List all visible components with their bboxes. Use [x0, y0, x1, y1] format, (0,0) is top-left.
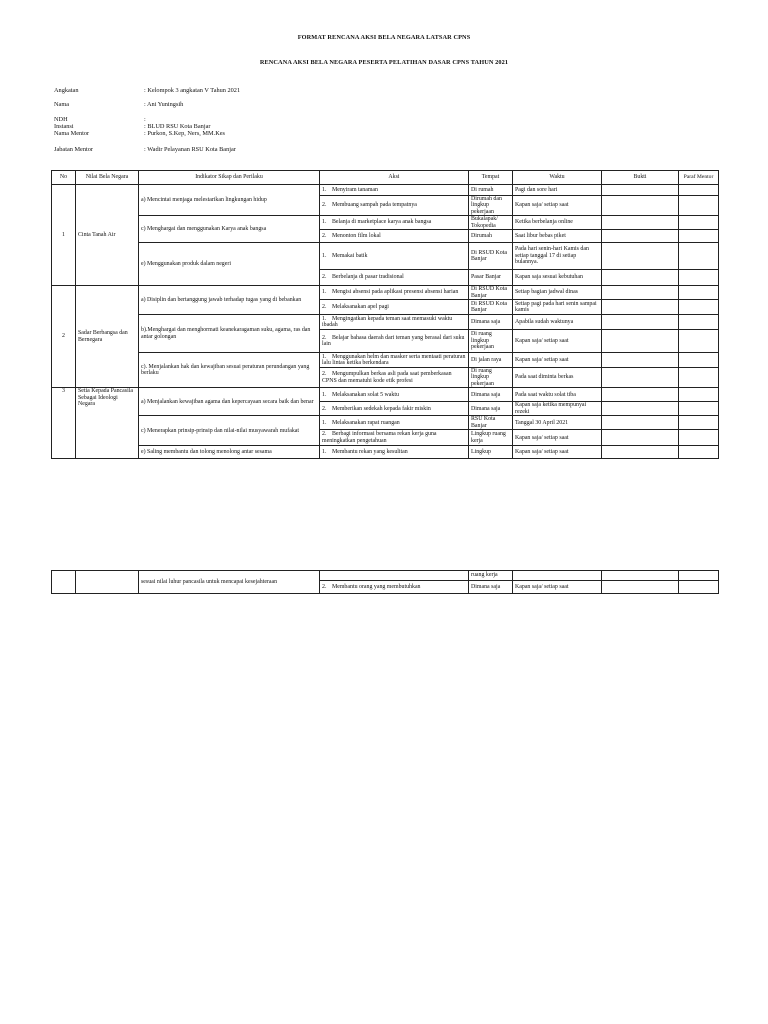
time-cell: Apabila sudah waktunya [513, 315, 602, 330]
section-number: 2 [52, 286, 76, 388]
mentor-sign-cell [679, 446, 719, 459]
indicator-cell: a) Mencintai menjaga melestarikan lingkungan hidup [139, 185, 320, 216]
evidence-cell [602, 185, 679, 196]
action-text: Melaksanakan solat 5 waktu [332, 391, 399, 398]
header-aksi: Aksi [320, 171, 469, 185]
time-cell: Kapan saja/ setiap saat [513, 330, 602, 353]
mentor-label: Nama Mentor [54, 130, 90, 137]
action-text: Mengumpulkan berkas asli pada saat pemberkasan CPNS dan mematuhi kode etik profesi [322, 371, 452, 384]
action-number: 2. [322, 202, 327, 209]
continuation-aksi-2 [320, 581, 469, 594]
time-cell: Pagi dan sore hari [513, 185, 602, 196]
indicator-cell: b).Menghargai dan menghormati keanekaragaman suku, agama, ras dan antar golongan [139, 315, 320, 353]
table-row [52, 416, 719, 430]
instansi-label: Instansi [54, 123, 74, 130]
indicator-cell: a) Menjalankan kewajiban agama dan kepercayaan secara baik dan benar [139, 388, 320, 416]
table-row [52, 216, 719, 230]
action-text: Belanja di marketplace karya anak bangsa [332, 219, 432, 226]
action-cell [320, 446, 469, 459]
action-text: Memakai batik [332, 252, 368, 259]
action-text: Berbelanja di pasar tradisional [332, 274, 404, 281]
mentor-sign-cell [679, 216, 719, 230]
action-number: 2. [322, 405, 327, 412]
section-value-name: Sadar Berbangsa dan Bernegara [76, 286, 139, 388]
action-cell [320, 286, 469, 300]
evidence-cell [602, 446, 679, 459]
header-row [52, 171, 719, 185]
mentor-sign-cell [679, 388, 719, 402]
place-cell: Di RSUD Kota Banjar [469, 243, 513, 270]
continuation-indicator: sesuai nilai luhur pancasila untuk mencapai kesejahteraan [139, 571, 320, 594]
place-cell: Pasar Banjar [469, 270, 513, 286]
action-cell [320, 185, 469, 196]
indicator-cell: a) Disiplin dan bertanggung jawab terhadap tugas yang di bebankan [139, 286, 320, 315]
evidence-cell [602, 402, 679, 416]
mentor-sign-cell [679, 353, 719, 368]
time-cell: Kapan saja/ setiap saat [513, 196, 602, 216]
action-number: 1. [322, 353, 327, 360]
time-cell: Kapan saja/ setiap saat [513, 446, 602, 459]
jabatan-label: Jabatan Mentor [54, 146, 93, 153]
cell-waktu [513, 571, 602, 581]
time-cell: Kapan saja ketika mempunyai rezeki [513, 402, 602, 416]
evidence-cell [602, 270, 679, 286]
place-cell: Dimana saja [469, 388, 513, 402]
action-number: 2. [322, 274, 327, 281]
mentor-sign-cell [679, 430, 719, 446]
section-value-name: Cinta Tanah Air [76, 185, 139, 286]
time-cell: Setiap pagi pada hari senin sampai kamis [513, 300, 602, 315]
mentor-sign-cell [679, 315, 719, 330]
action-text: Memberikan sedekah kepada fakir miskin [332, 405, 431, 412]
place-cell: Di ruang lingkup pekerjaan [469, 330, 513, 353]
indicator-cell: c) Menghargai dan menggunakan Karya anak bangsa [139, 216, 320, 243]
action-text: Menggunakan helm dan masker serta mentaati peraturan lalu lintas ketika berkendara [322, 353, 466, 367]
cell-paraf [679, 571, 719, 581]
time-cell: Setiap bagian jadwal dinas [513, 286, 602, 300]
mentor-sign-cell [679, 243, 719, 270]
mentor-sign-cell [679, 196, 719, 216]
place-cell: Di rumah [469, 185, 513, 196]
action-number: 1. [322, 419, 327, 426]
action-number: 2. [322, 431, 327, 438]
action-text: Membantu rekan yang kesulitan [332, 449, 408, 456]
evidence-cell [602, 388, 679, 402]
action-cell [320, 230, 469, 243]
table-row [52, 353, 719, 368]
place-cell: RSU Kota Banjar [469, 416, 513, 430]
place-cell: Dimana saja [469, 402, 513, 416]
ndh-label: NDH [54, 116, 68, 123]
action-text: Menyiram tanaman [332, 186, 378, 193]
action-number: 1. [322, 252, 327, 259]
evidence-cell [602, 330, 679, 353]
header-bukti: Bukti [602, 171, 679, 185]
mentor-sign-cell [679, 270, 719, 286]
time-cell: Pada saat waktu solat tiba [513, 388, 602, 402]
action-cell [320, 196, 469, 216]
action-plan-table [51, 170, 719, 459]
angkatan-value: : Kelompok 3 angkatan V Tahun 2021 [144, 87, 241, 94]
time-cell: Pada saat diminta berkas [513, 368, 602, 388]
place-cell: Di RSUD Kota Banjar [469, 286, 513, 300]
mentor-sign-cell [679, 402, 719, 416]
evidence-cell [602, 216, 679, 230]
action-number: 2. [322, 583, 327, 590]
header-waktu: Waktu [513, 171, 602, 185]
place-cell: Di RSUD Kota Banjar [469, 300, 513, 315]
mentor-sign-cell [679, 230, 719, 243]
place-cell: Dirumah dan lingkup pekerjaan [469, 196, 513, 216]
place-cell: Dirumah [469, 230, 513, 243]
time-cell: Kapan saja/ setiap saat [513, 353, 602, 368]
action-text: Mengisi absensi pada aplikasi presensi absensi harian [332, 289, 459, 296]
header-paraf: Paraf Mentor [679, 171, 719, 185]
mentor-sign-cell [679, 300, 719, 315]
place-cell: Dimana saja [469, 315, 513, 330]
action-number: 2. [322, 303, 327, 310]
indicator-cell: c). Menjalankan hak dan kewajiban sesuai peraturan perundangan yang berlaku [139, 353, 320, 388]
header-tempat: Tempat [469, 171, 513, 185]
header-no: No [52, 171, 76, 185]
angkatan-label: Angkatan [54, 87, 79, 94]
place-cell: Lingkup [469, 446, 513, 459]
action-cell [320, 243, 469, 270]
instansi-value: : BLUD RSU Kota Banjar [144, 123, 211, 130]
place-cell: Bukalapak/ Tokopedia [469, 216, 513, 230]
jabatan-value: : Wadir Pelayanan RSU Kota Banjar [144, 146, 236, 153]
mentor-sign-cell [679, 286, 719, 300]
header-indikator: Indikator Sikap dan Perilaku [139, 171, 320, 185]
cell-aksi [320, 571, 469, 581]
evidence-cell [602, 230, 679, 243]
action-text: Belajar bahasa daerah dari teman yang berasal dari suku lain [322, 334, 465, 348]
action-cell [320, 388, 469, 402]
mentor-sign-cell [679, 416, 719, 430]
action-number: 1. [322, 391, 327, 398]
evidence-cell [602, 368, 679, 388]
time-cell: Kapan saja sesuai kebutuhan [513, 270, 602, 286]
mentor-sign-cell [679, 185, 719, 196]
cell-paraf [679, 581, 719, 594]
indicator-cell: e) Menggunakan produk dalam negeri [139, 243, 320, 286]
action-number: 2. [322, 334, 327, 341]
action-cell [320, 368, 469, 388]
action-cell [320, 216, 469, 230]
action-cell [320, 402, 469, 416]
table-row [52, 315, 719, 330]
action-text: Berbagi informasi bersama rekan kerja guna meningkatkan pengetahuan [322, 431, 437, 444]
indicator-cell: e) Saling membantu dan tolong menolong antar sesama [139, 446, 320, 459]
action-text: Mengingatkan kepada teman saat memasuki waktu ibadah [322, 315, 453, 329]
continuation-tempat-2: Dimana saja [469, 581, 513, 594]
action-number: 1. [322, 186, 327, 193]
time-cell: Pada hari senin-hari Kamis dan setiap tanggal 17 di setiap bulannya. [513, 243, 602, 270]
time-cell: Ketika berbelanja online [513, 216, 602, 230]
nama-value: : Ani Yuningsih [144, 101, 184, 108]
nama-label: Nama [54, 101, 70, 108]
action-text: Melaksanakan apel pagi [332, 303, 389, 310]
evidence-cell [602, 430, 679, 446]
mentor-sign-cell [679, 330, 719, 353]
time-cell: Tanggal 30 April 2021 [513, 416, 602, 430]
action-number: 1. [322, 449, 327, 456]
place-cell: Di jalan raya [469, 353, 513, 368]
time-cell: Kapan saja/ setiap saat [513, 430, 602, 446]
action-cell [320, 315, 469, 330]
continuation-row-1 [52, 571, 719, 581]
table-row [52, 243, 719, 270]
action-text: Melaksanakan rapat ruangan [332, 419, 400, 426]
action-cell [320, 353, 469, 368]
table-row [52, 388, 719, 402]
continuation-waktu-2: Kapan saja/ setiap saat [513, 581, 602, 594]
place-cell: Lingkup ruang kerja [469, 430, 513, 446]
table-row [52, 185, 719, 196]
action-cell [320, 430, 469, 446]
evidence-cell [602, 353, 679, 368]
action-cell [320, 416, 469, 430]
action-text: Membantu orang yang membutuhkan [332, 583, 421, 590]
evidence-cell [602, 286, 679, 300]
mentor-value: : Purkon, S.Kep, Ners, MM.Kes [144, 130, 225, 137]
evidence-cell [602, 196, 679, 216]
section-number: 3 [52, 388, 76, 459]
time-cell: Saat libur bebas piket [513, 230, 602, 243]
table-row [52, 286, 719, 300]
action-number: 1. [322, 315, 327, 322]
section-value-name: Setia Kepada Pancasila Sebagai Ideologi Negara [76, 388, 139, 459]
action-cell [320, 330, 469, 353]
document-title: FORMAT RENCANA AKSI BELA NEGARA LATSAR CPNS [297, 34, 471, 41]
action-text: Membuang sampah pada tempatnya [332, 202, 417, 209]
action-number: 1. [322, 289, 327, 296]
cell-bukti [602, 581, 679, 594]
evidence-cell [602, 315, 679, 330]
cell-bukti [602, 571, 679, 581]
ndh-value: : [144, 116, 146, 123]
cell-nilai [76, 571, 139, 594]
cell-no [52, 571, 76, 594]
action-number: 1. [322, 219, 327, 226]
document-subtitle: RENCANA AKSI BELA NEGARA PESERTA PELATIHAN DASAR CPNS TAHUN 2021 [259, 59, 509, 66]
action-number: 2. [322, 232, 327, 239]
evidence-cell [602, 416, 679, 430]
evidence-cell [602, 300, 679, 315]
action-number: 2. [322, 371, 327, 378]
mentor-sign-cell [679, 368, 719, 388]
action-cell [320, 300, 469, 315]
header-nilai: Nilai Bela Negara [76, 171, 139, 185]
indicator-cell: c) Menerapkan prinsip-prinsip dan nilai-nilai musyawarah mufakat [139, 416, 320, 446]
place-cell: Di ruang lingkup pekerjaan [469, 368, 513, 388]
evidence-cell [602, 243, 679, 270]
continuation-table [51, 570, 719, 594]
section-number: 1 [52, 185, 76, 286]
action-text: Menonton film lokal [332, 232, 381, 239]
table-row [52, 446, 719, 459]
action-cell [320, 270, 469, 286]
continuation-tempat-1: ruang kerja [469, 571, 513, 581]
